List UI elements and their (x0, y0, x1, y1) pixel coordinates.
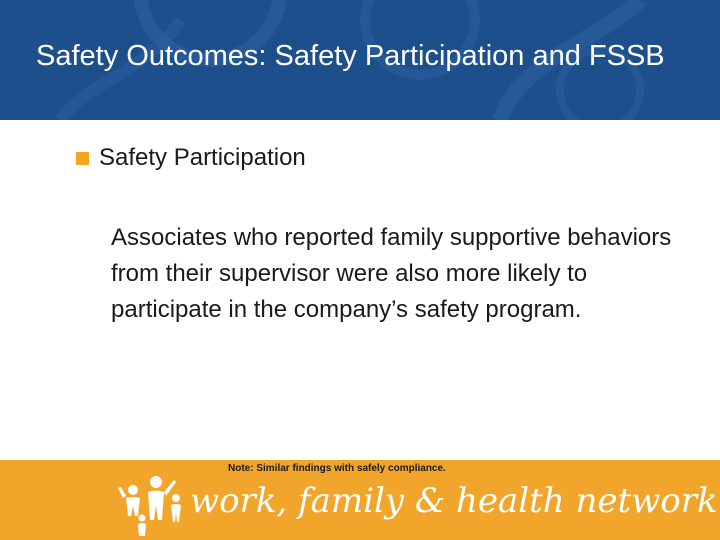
page-title: Safety Outcomes: Safety Participation and FSSB (36, 40, 665, 72)
footnote: Note: Similar findings with safely compliance. (228, 463, 446, 474)
bullet-label: Safety Participation (99, 144, 306, 171)
logo-wordmark: work, family & health network (190, 481, 718, 521)
body-paragraph: Associates who reported family supportive behaviors from their supervisor were also more likely to participate in the company’s safety program. (111, 224, 672, 323)
slide-footer (0, 460, 720, 540)
slide-header (0, 0, 720, 120)
family-figures-icon (118, 468, 198, 538)
square-bullet-icon (76, 152, 89, 165)
bullet-item (76, 143, 306, 173)
